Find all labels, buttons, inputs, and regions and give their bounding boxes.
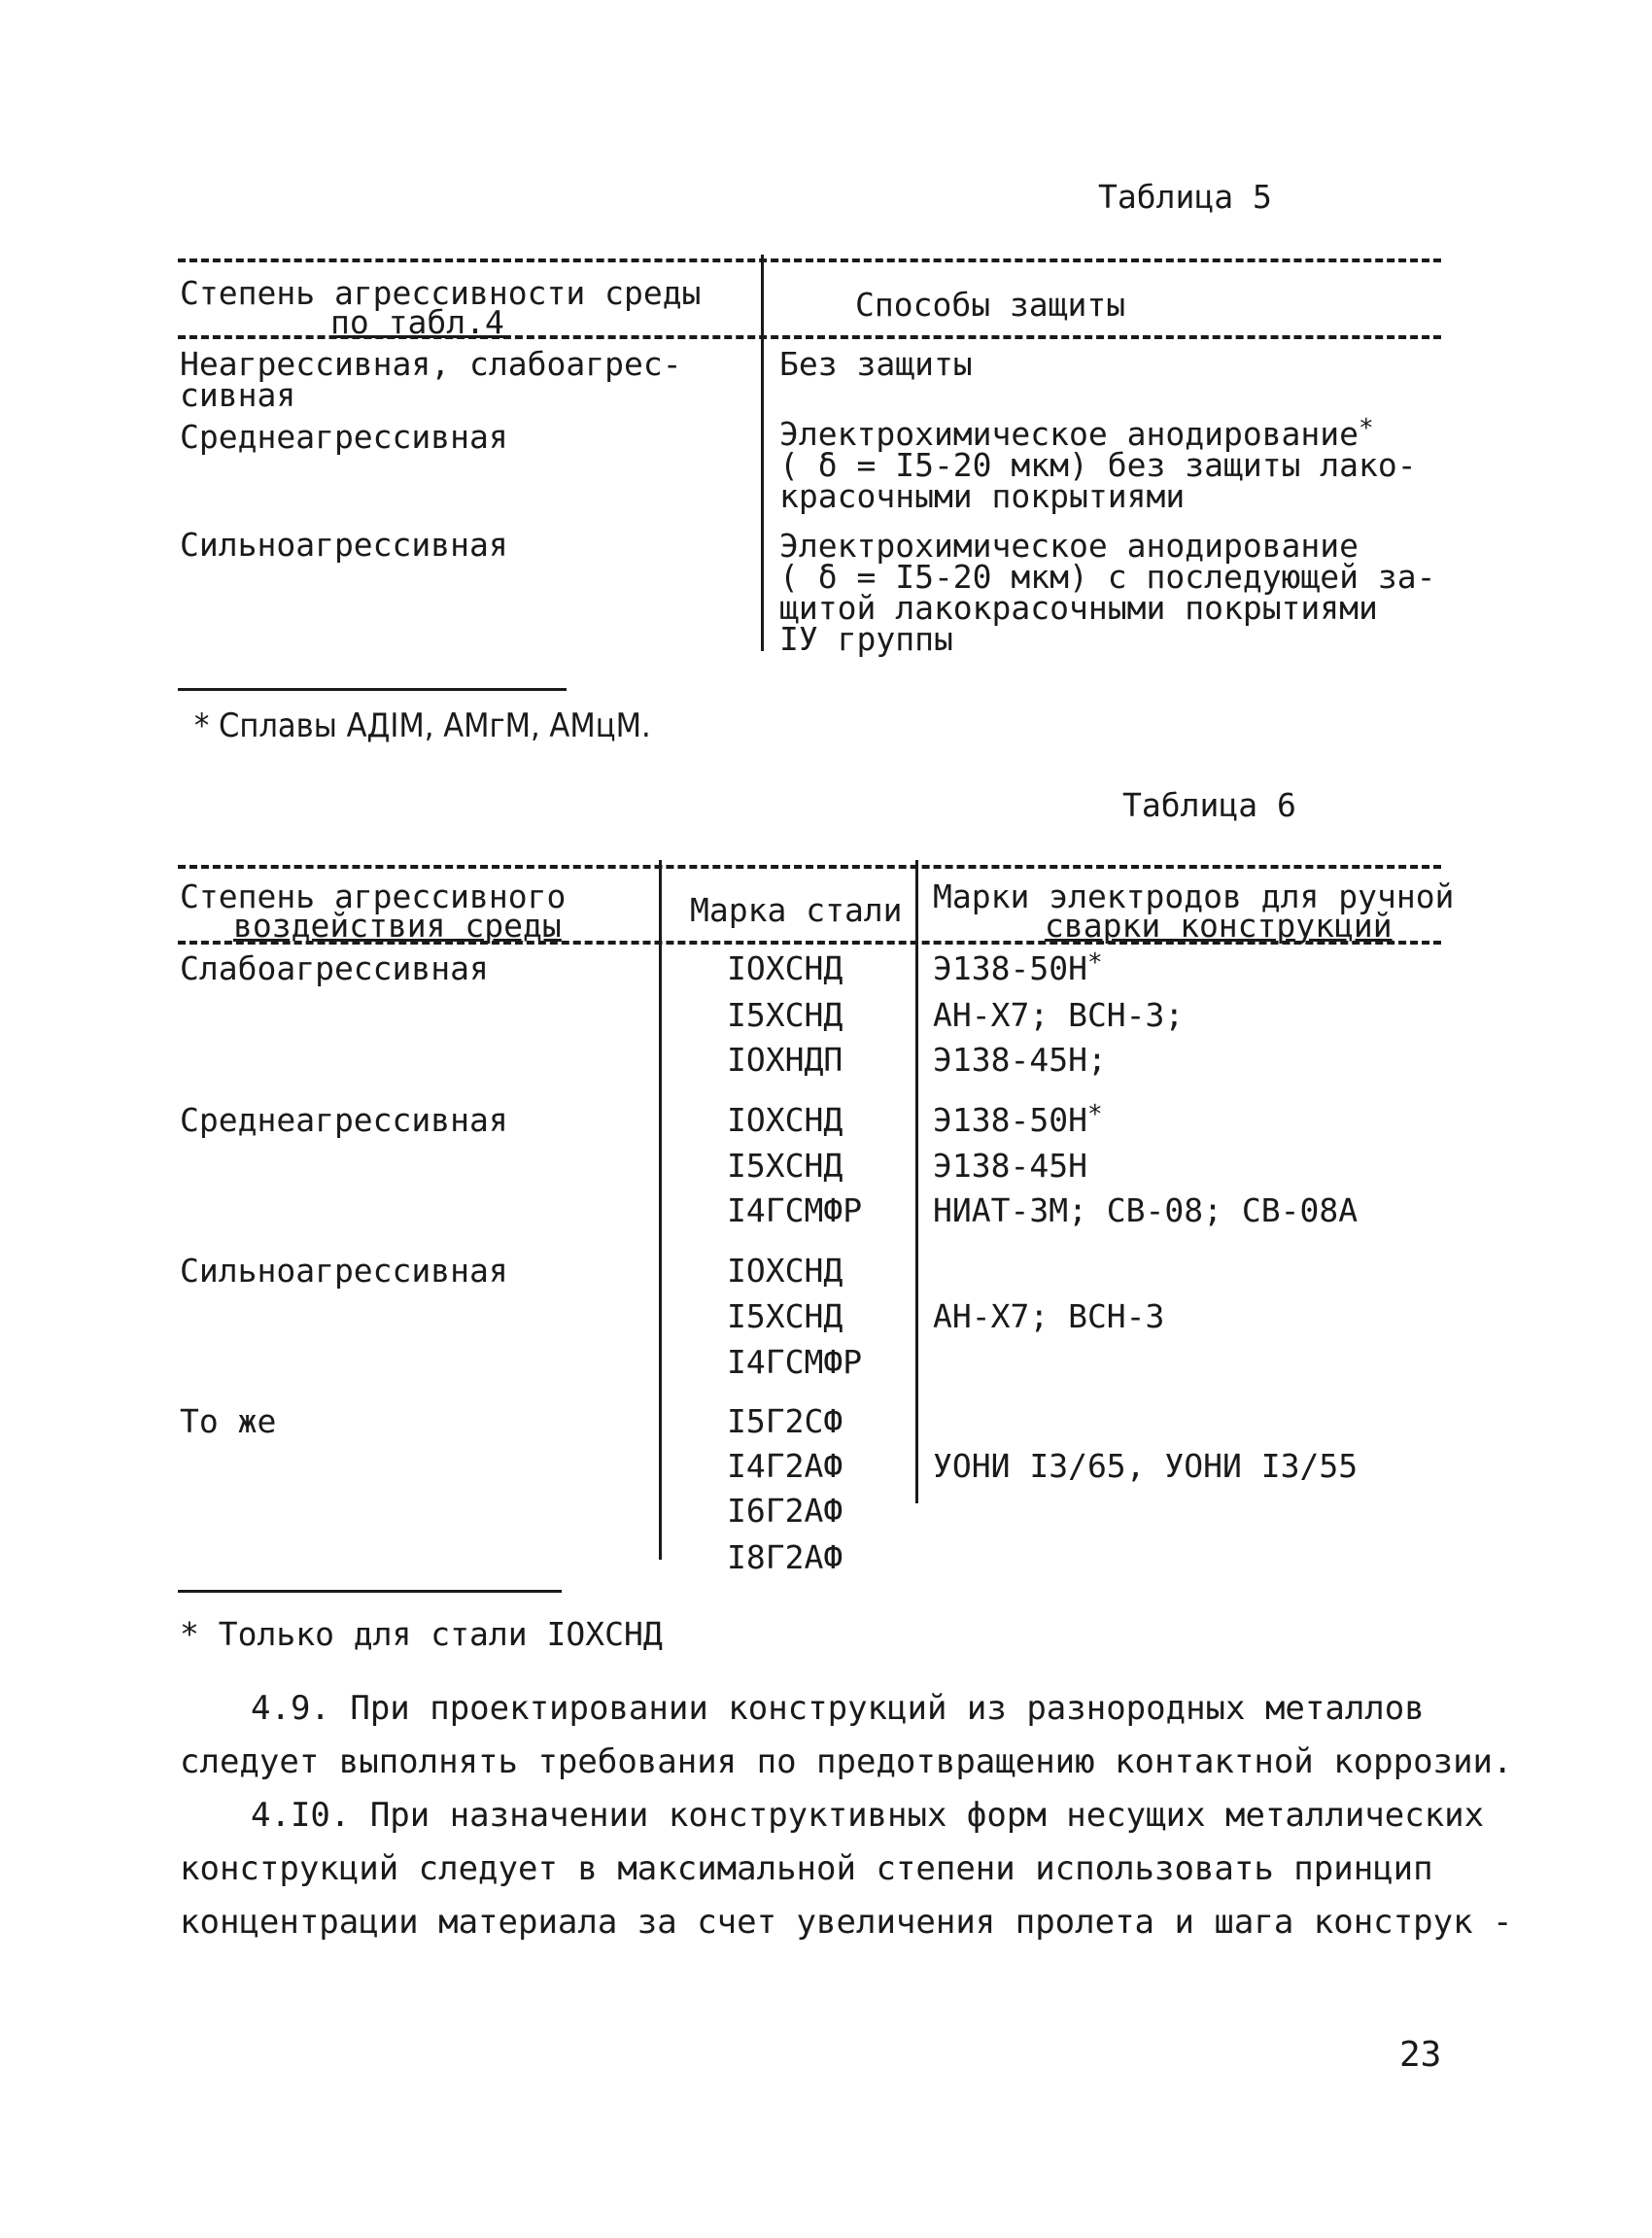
table5-footnote: * Сплавы АДIМ, АМгМ, АМцМ. (194, 706, 651, 745)
table6-group2-steel3: I4ГСМФР (727, 1191, 863, 1229)
table5-top-rule (178, 258, 1441, 262)
table5-header-methods: Способы защиты (855, 286, 1126, 324)
table6-header-steel: Марка стали (690, 891, 903, 929)
table5-header-degree: Степень агрессивности среды (180, 274, 702, 312)
table6-group4-steel3: I6Г2АФ (727, 1492, 843, 1530)
table6-divider-1 (659, 860, 662, 1560)
paragraph-4-10-line2: конструкций следует в максимальной степени использовать принцип (180, 1849, 1433, 1888)
table6-group4-steel1: I5Г2СФ (727, 1402, 843, 1440)
table5-row1-degree-line1: Неагрессивная, слабоагрес- (180, 345, 682, 383)
table6-group2-steel1: IОХСНД (727, 1101, 843, 1139)
table6-group2-electrode3: НИАТ-3М; СВ-08; СВ-08А (933, 1191, 1359, 1229)
table6-group1-steel2: I5ХСНД (727, 996, 843, 1034)
table6-group1-steel3: IОХНДП (727, 1041, 843, 1079)
table6-group1-electrode2: АН-Х7; ВСН-3; (933, 996, 1185, 1034)
table6-footnote: * Только для стали IОХСНД (180, 1615, 663, 1653)
table5-row3-method-line4: IУ группы (779, 620, 953, 658)
paragraph-4-9-line1: 4.9. При проектировании конструкций из разнородных металлов (251, 1689, 1425, 1728)
table6-header-electrodes-line2: сварки конструкций (1045, 907, 1393, 945)
table5-row2-method-line1: Электрохимическое анодирование* (779, 414, 1374, 453)
paragraph-4-10-line3: концентрации материала за счет увеличения пролета и шага конструк - (180, 1903, 1513, 1942)
table6-caption: Таблица 6 (1122, 786, 1296, 824)
table6-group3-degree: Сильноагрессивная (180, 1252, 508, 1290)
table6-group1-steel1: IОХСНД (727, 949, 843, 987)
table5-row1-degree-line2: сивная (180, 376, 296, 414)
table6-group1-electrode3: Э138-45Н; (933, 1041, 1107, 1079)
footnote-asterisk: * (1086, 1100, 1103, 1129)
table6-group2-degree: Среднеагрессивная (180, 1101, 508, 1139)
paragraph-4-10-line1: 4.I0. При назначении конструктивных форм несущих металлических (251, 1796, 1485, 1835)
table6-group1-electrode1: Э138-50Н* (933, 948, 1103, 987)
table6-top-rule (178, 865, 1441, 869)
table6-header-degree-line2: воздействия среды (233, 907, 562, 945)
table6-group4-steel2: I4Г2АФ (727, 1447, 843, 1485)
table5-row3-degree: Сильноагрессивная (180, 526, 508, 564)
paragraph-4-9-line2: следует выполнять требования по предотвращению контактной коррозии. (180, 1742, 1513, 1781)
table6-group3-steel3: I4ГСМФР (727, 1343, 863, 1381)
table6-group4-degree: То же (180, 1402, 277, 1440)
table6-group2-electrode2: Э138-45Н (933, 1147, 1087, 1185)
table6-group4-steel4: I8Г2АФ (727, 1538, 843, 1576)
table6-group4-electrode2: УОНИ I3/65, УОНИ I3/55 (933, 1447, 1359, 1485)
table6-header-electrodes: Марки электродов для ручной (933, 878, 1455, 915)
table6-group3-steel1: IОХСНД (727, 1252, 843, 1290)
table5-row1-method: Без защиты (779, 345, 973, 383)
table5-caption: Таблица 5 (1098, 178, 1272, 216)
page-number: 23 (1399, 2035, 1442, 2075)
table6-group3-electrode2: АН-Х7; ВСН-3 (933, 1297, 1165, 1335)
table5-header-degree-ref: по табл.4 (330, 303, 504, 341)
table5-footnote-rule (178, 688, 567, 691)
table6-group1-degree: Слабоагрессивная (180, 949, 489, 987)
table5-row3-method-line3: щитой лакокрасочными покрытиями (779, 589, 1378, 627)
table6-group3-steel2: I5ХСНД (727, 1297, 843, 1335)
table6-header-rule (178, 941, 1441, 945)
table5-header-rule (178, 335, 1441, 339)
table5-row2-method-line3: красочными покрытиями (779, 477, 1186, 515)
table6-divider-2 (915, 860, 918, 1503)
table6-group2-steel2: I5ХСНД (727, 1147, 843, 1185)
table5-row2-method-line2: ( δ = I5-20 мкм) без защиты лако- (779, 446, 1417, 484)
table5-row3-method-line1: Электрохимическое анодирование (779, 527, 1359, 565)
table6-footnote-rule (178, 1590, 562, 1593)
table6-header-degree: Степень агрессивного (180, 878, 567, 915)
footnote-asterisk: * (1359, 414, 1374, 443)
table5-row3-method-line2: ( δ = I5-20 мкм) с последующей за- (779, 558, 1436, 596)
table5-column-divider (761, 255, 764, 651)
table5-row2-degree: Среднеагрессивная (180, 418, 508, 456)
footnote-asterisk: * (1086, 948, 1103, 978)
table6-group2-electrode1: Э138-50Н* (933, 1100, 1103, 1139)
